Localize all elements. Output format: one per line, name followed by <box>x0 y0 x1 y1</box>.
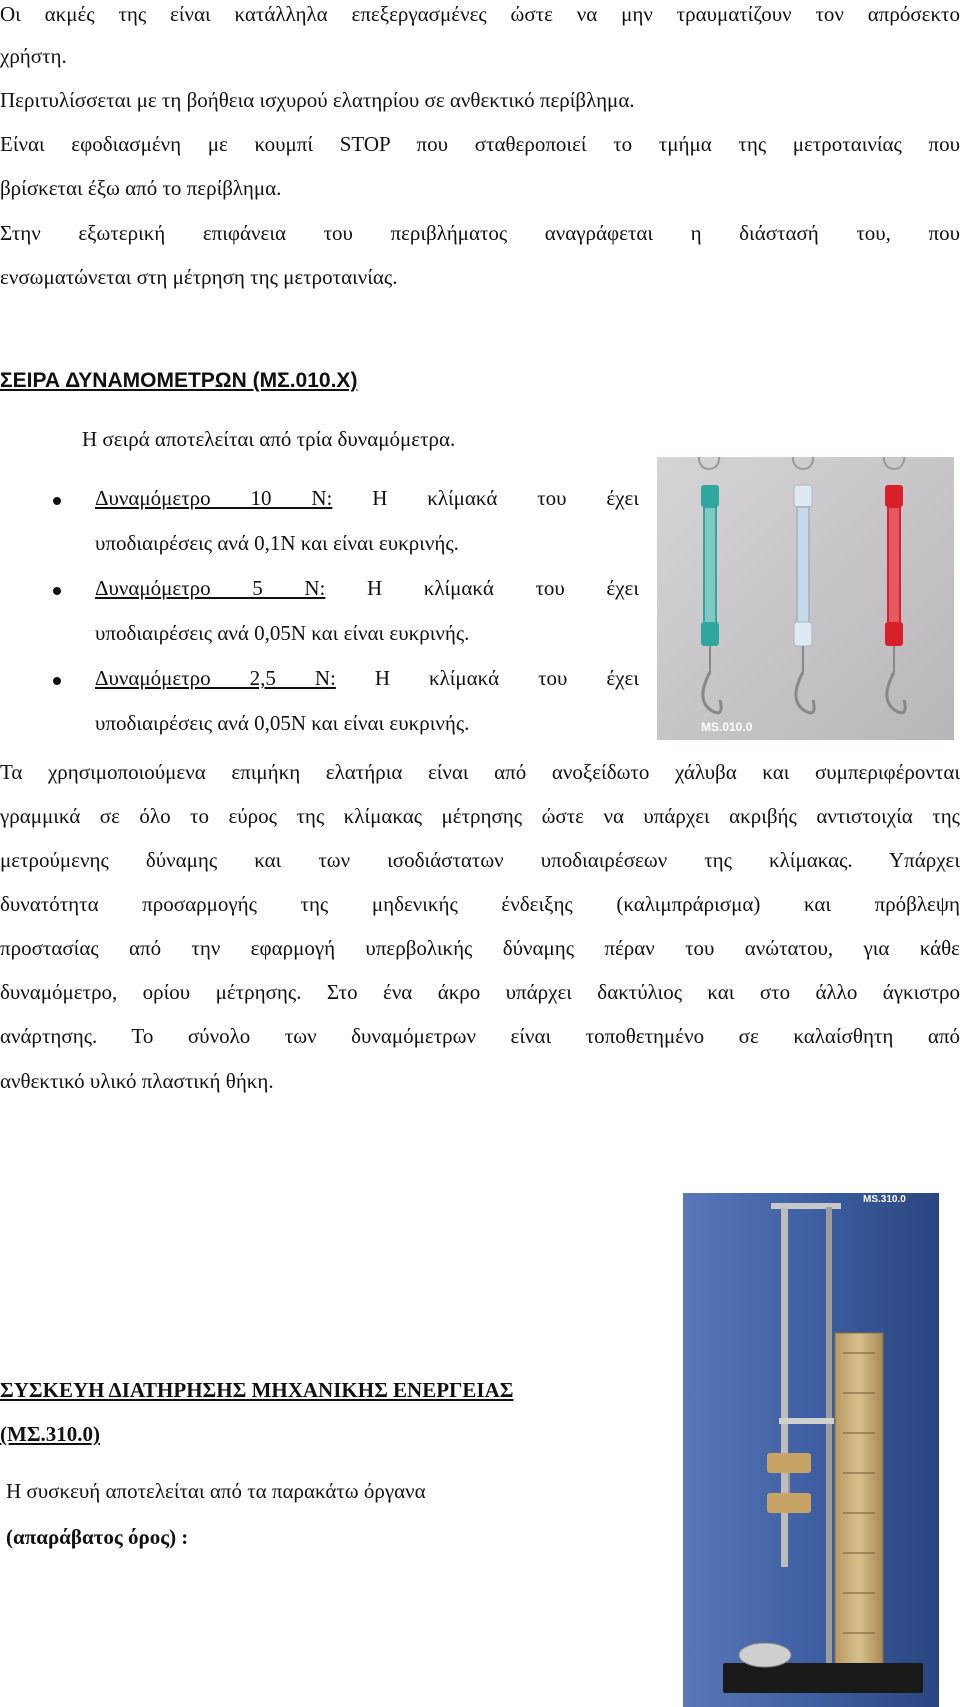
paragraph-line: γραμμικά σε όλο το εύρος της κλίμακας μέτρησης ώστε να υπάρχει ακριβής αντιστοιχία της <box>0 804 960 828</box>
section-subtitle: Η σειρά αποτελείται από τρία δυναμόμετρα. <box>82 427 456 451</box>
energy-apparatus-photo <box>683 1193 939 1707</box>
paragraph-line: ανθεκτικό υλικό πλαστική θήκη. <box>0 1069 274 1093</box>
intro-line-3: Περιτυλίσσεται με τη βοήθεια ισχυρού ελατηρίου σε ανθεκτικό περίβλημα. <box>0 88 635 112</box>
paragraph-line: ανάρτησης. Το σύνολο των δυναμόμετρων είναι τοποθετημένο σε καλαίσθητη από <box>0 1024 960 1048</box>
item-text-continued: υποδιαιρέσεις ανά 0,05Ν και είναι ευκρινής. <box>95 711 470 735</box>
intro-line-6: Στην εξωτερική επιφάνεια του περιβλήματος αναγράφεται η διάστασή του, που <box>0 221 960 245</box>
paragraph-line: μετρούμενης δύναμης και των ισοδιάστατων υποδιαιρέσεων της κλίμακας. Υπάρχει <box>0 848 960 872</box>
item-title: Δυναμόμετρο 5 Ν: <box>95 576 326 600</box>
section-code: (ΜΣ.310.0) <box>0 1422 101 1446</box>
intro-line-4: Είναι εφοδιασμένη με κουμπί STOP που σταθεροποιεί το τμήμα της μετροταινίας που <box>0 132 960 156</box>
bullet-icon <box>53 677 61 685</box>
dynamometers-photo <box>657 457 954 740</box>
figure-caption: MS.310.0 <box>863 1194 906 1205</box>
figure-caption: MS.010.0 <box>701 720 753 734</box>
item-title: Δυναμόμετρο 10 Ν: <box>95 486 333 510</box>
item-text-continued: υποδιαιρέσεις ανά 0,05Ν και είναι ευκρινής. <box>95 621 470 645</box>
intro-line-5: βρίσκεται έξω από το περίβλημα. <box>0 176 282 200</box>
section-heading-energy: ΣΥΣΚΕΥΗ ΔΙΑΤΗΡΗΣΗΣ ΜΗΧΑΝΙΚΗΣ ΕΝΕΡΓΕΙΑΣ <box>0 1378 514 1402</box>
intro-line-1: Οι ακμές της είναι κατάλληλα επεξεργασμένες ώστε να μην τραυματίζουν τον απρόσεκτο <box>0 2 960 26</box>
item-title: Δυναμόμετρο 2,5 Ν: <box>95 666 336 690</box>
energy-apparatus-illustration <box>683 1193 939 1707</box>
bullet-icon <box>53 497 61 505</box>
section-text: Η συσκευή αποτελείται από τα παρακάτω όργανα <box>6 1479 426 1503</box>
bullet-icon <box>53 587 61 595</box>
paragraph-line: δυναμόμετρο, ορίου μέτρησης. Στο ένα άκρο υπάρχει δακτύλιος και στο άλλο άγκιστρο <box>0 980 960 1004</box>
paragraph-line: προστασίας από την εφαρμογή υπερβολικής δύναμης πέραν του ανώτατου, για κάθε <box>0 936 960 960</box>
paragraph-line: δυνατότητα προσαρμογής της μηδενικής ένδειξης (καλιμπράρισμα) και πρόβλεψη <box>0 892 960 916</box>
section-note: (απαράβατος όρος) : <box>6 1525 189 1549</box>
item-text: Η κλίμακά του έχει <box>372 486 639 510</box>
item-text-continued: υποδιαιρέσεις ανά 0,1Ν και είναι ευκρινής. <box>95 531 459 555</box>
list-item <box>95 666 639 691</box>
intro-line-7: ενσωματώνεται στη μέτρηση της μετροταινίας. <box>0 265 398 289</box>
item-text: Η κλίμακά του έχει <box>366 576 639 600</box>
section-heading-dynamometers: ΣΕΙΡΑ ΔΥΝΑΜΟΜΕΤΡΩΝ (ΜΣ.010.Χ) <box>0 369 358 392</box>
paragraph-line: Τα χρησιμοποιούμενα επιμήκη ελατήρια είναι από ανοξείδωτο χάλυβα και συμπεριφέρονται <box>0 760 960 784</box>
list-item <box>95 486 639 511</box>
dynamometers-illustration <box>657 457 954 740</box>
list-item <box>95 576 639 601</box>
intro-line-2: χρήστη. <box>0 44 67 68</box>
item-text: Η κλίμακά του έχει <box>374 666 639 690</box>
